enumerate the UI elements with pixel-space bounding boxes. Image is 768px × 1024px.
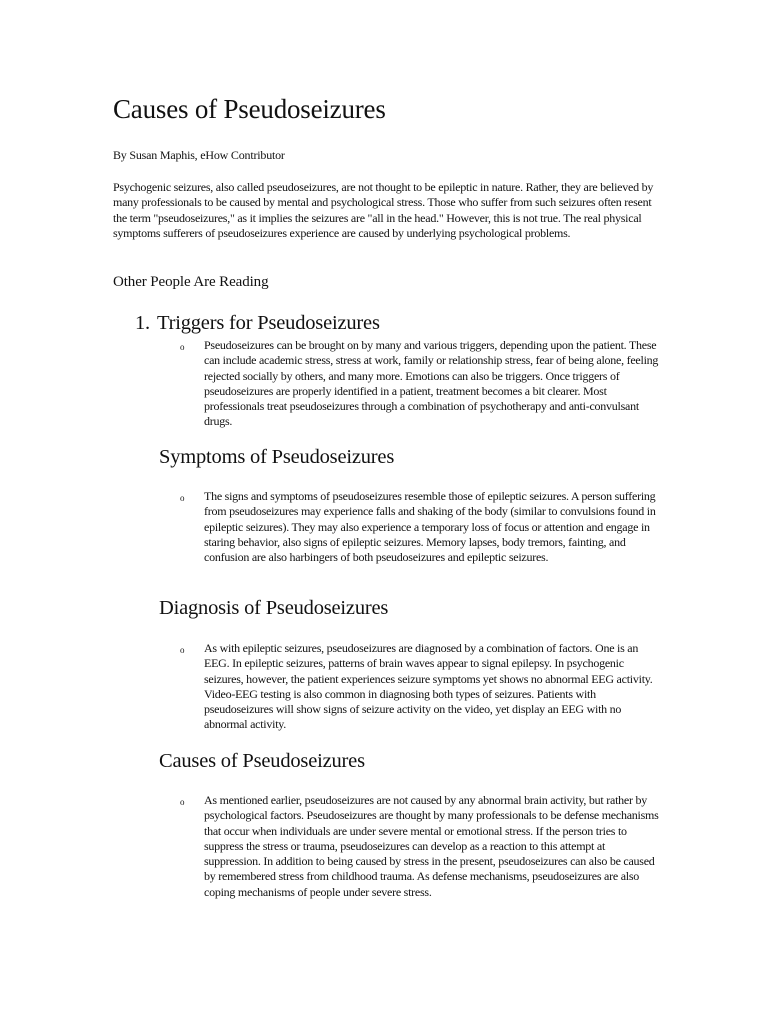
section-text-diagnosis: As with epileptic seizures, pseudoseizures are diagnosed by a combination of factors. One is an EEG. In epileptic seizures, patterns of brain waves appear to signal epilepsy. In psychogenic seizures, however, the patient experiences seizure symptoms yet shows no abnormal EEG activity. Video-EEG testing is also common in diagnosing both types of seizures. Patients with pseudoseizures will show signs of seizure activity on the video, yet display an EEG with no abnormal activity. [204, 641, 653, 732]
section-heading-diagnosis: Diagnosis of Pseudoseizures [159, 597, 389, 619]
section-number: 1. [135, 312, 150, 334]
section-heading-label: Triggers for Pseudoseizures [156, 312, 380, 334]
other-people-reading-heading: Other People Are Reading [113, 274, 269, 290]
section-text-triggers: Pseudoseizures can be brought on by many and various triggers, depending upon the patient. These can include academic stress, stress at work, family or relationship stress, fear of being alone, feeling rejected socially by others, and many more. Emotions can also be triggers. Once triggers of pseudoseizures are properly identified in a patient, treatment becomes a bit clearer. Most professionals treat pseudoseizures through a combination of psychotherapy and anti-convulsant drugs. [204, 338, 659, 429]
section-text-causes: As mentioned earlier, pseudoseizures are not caused by any abnormal brain activity, but rather by psychological factors. Pseudoseizures are thought by many professionals to be defense mechanisms that occur when individuals are under severe mental or emotional stress. If the person tries to suppress the stress or trauma, pseudoseizures can develop as a reaction to this attempt at suppression. In addition to being caused by stress in the present, pseudoseizures can also be caused by remembered stress from childhood trauma. As defense mechanisms, pseudoseizures are also coping mechanisms of people under severe stress. [204, 793, 659, 899]
section-heading-symptoms: Symptoms of Pseudoseizures [159, 446, 395, 468]
bullet-marker: o [180, 645, 185, 655]
section-text-symptoms: The signs and symptoms of pseudoseizures resemble those of epileptic seizures. A person suffering from pseudoseizures may experience falls and shaking of the body (similar to convulsions found in epileptic seizures). They may also experience a temporary loss of focus or attention and engage in staring behavior, also signs of epileptic seizures. Memory lapses, body tremors, fainting, and confusion are also harbingers of both pseudoseizures and epileptic seizures. [204, 489, 656, 565]
bullet-marker: o [180, 493, 185, 503]
bullet-marker: o [180, 342, 185, 352]
section-heading-causes: Causes of Pseudoseizures [159, 750, 365, 772]
section-heading-triggers [135, 312, 380, 335]
article-title: Causes of Pseudoseizures [113, 94, 386, 124]
article-intro: Psychogenic seizures, also called pseudoseizures, are not thought to be epileptic in nature. Rather, they are believed by many professionals to be caused by mental and psychological stress. Those who suffer from such seizures often resent the term "pseudoseizures," as it implies the seizures are "all in the head." However, this is not true. The real physical symptoms sufferers of pseudoseizures experience are caused by underlying psychological problems. [113, 180, 654, 240]
bullet-marker: o [180, 797, 185, 807]
article-byline: By Susan Maphis, eHow Contributor [113, 148, 285, 162]
